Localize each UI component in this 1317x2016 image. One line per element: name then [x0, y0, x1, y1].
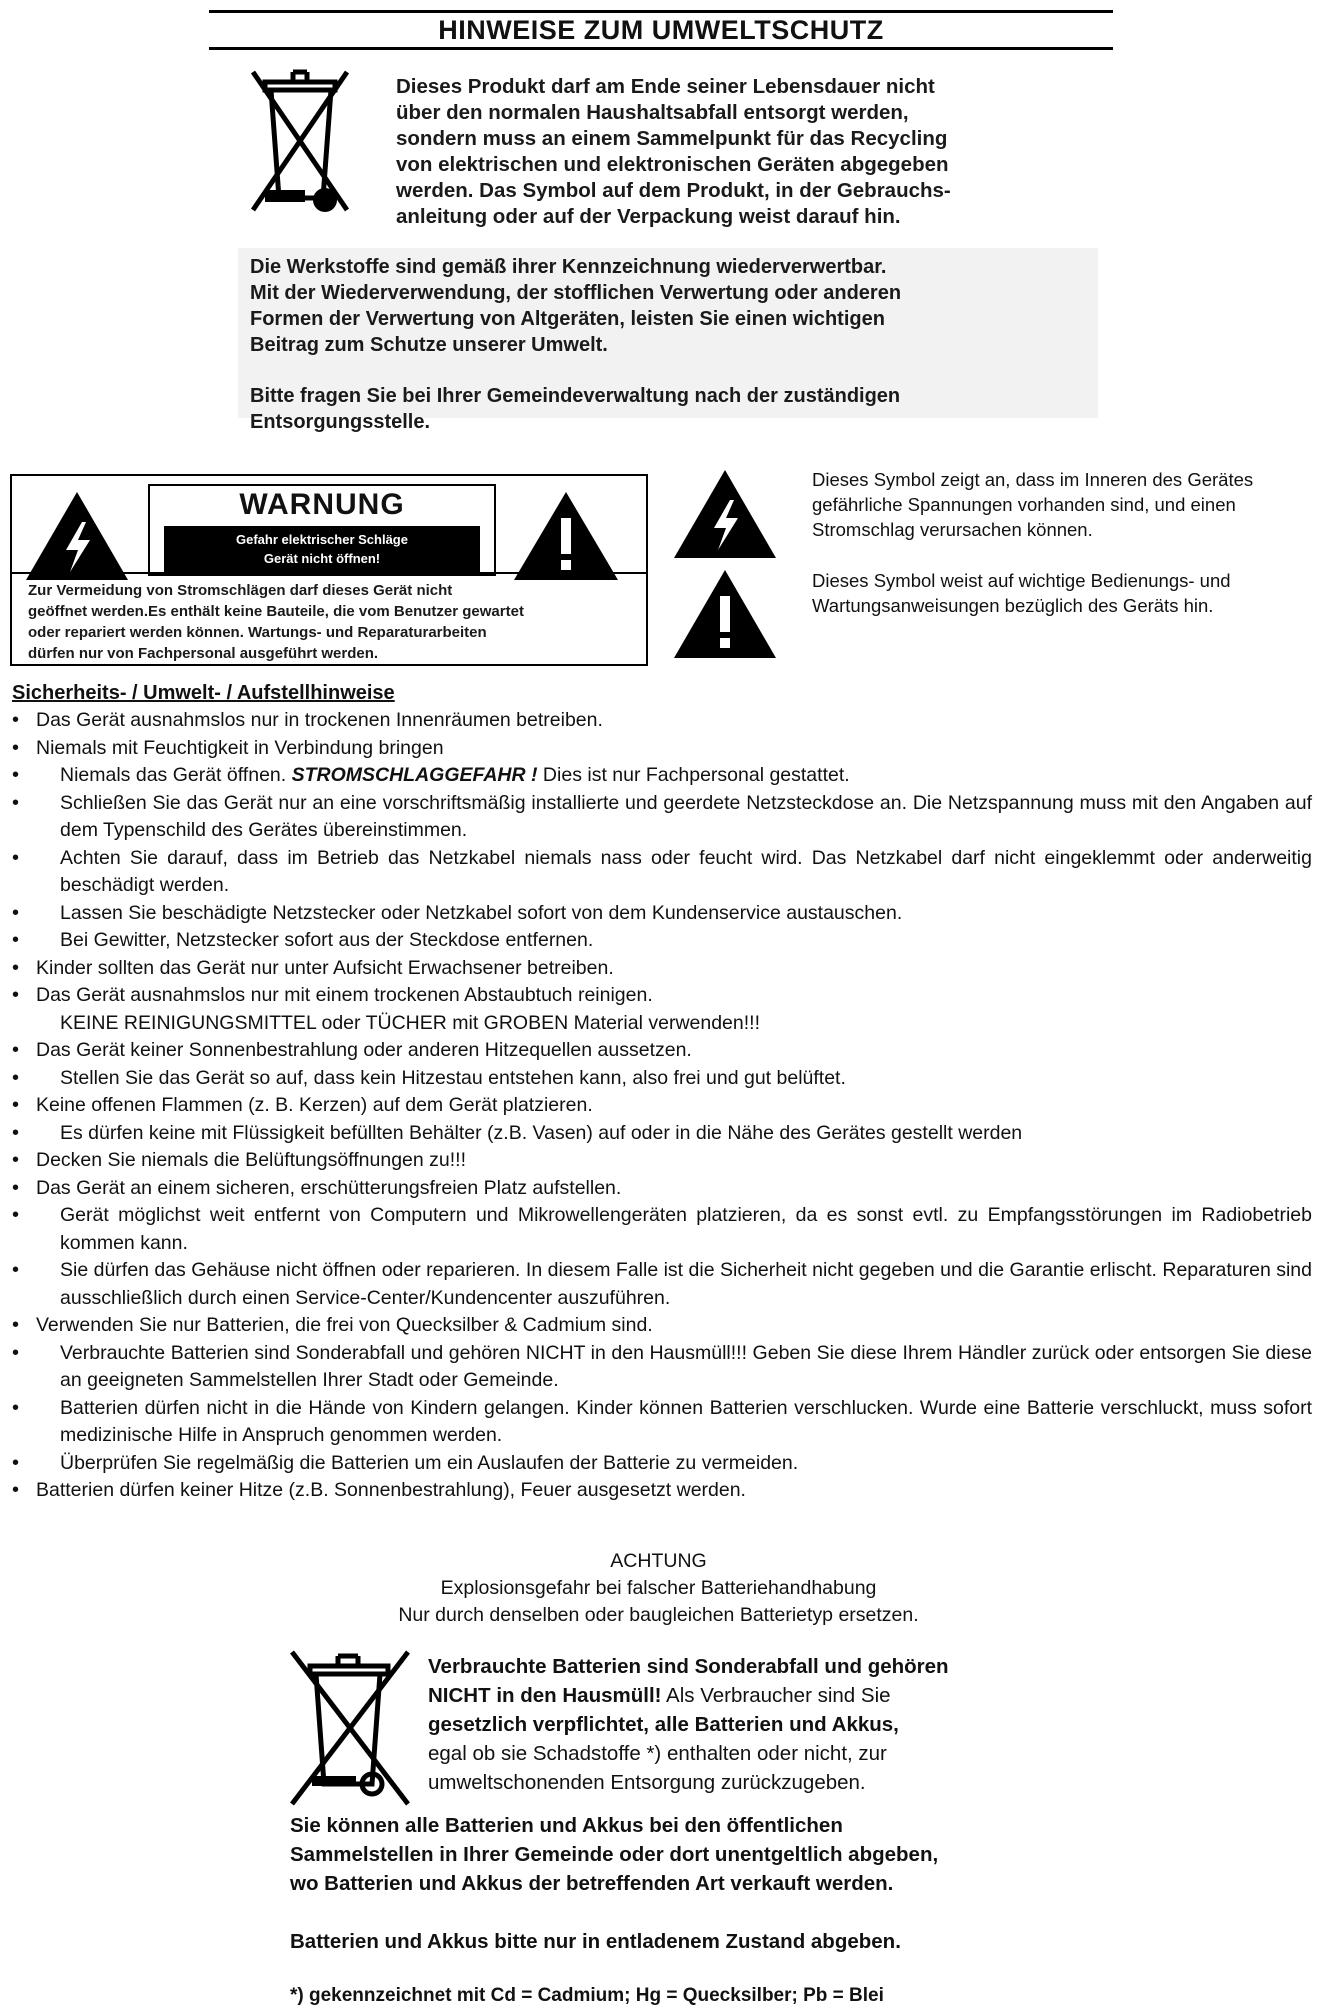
safety-list-item: KEINE REINIGUNGSMITTEL oder TÜCHER mit GROBEN Material verwenden!!! — [60, 1011, 761, 1034]
battery-bin-icon — [276, 1644, 424, 1812]
safety-list-item — [10, 982, 1312, 1010]
text-line: Sie können alle Batterien und Akkus bei den öffentlichen — [290, 1814, 843, 1837]
safety-list — [10, 707, 1312, 1505]
caution-title: ACHTUNG — [610, 1550, 707, 1572]
danger-emphasis: STROMSCHLAGGEFAHR ! — [291, 764, 538, 786]
text-line: gesetzlich verpflichtet, alle Batterien und Akkus, — [428, 1713, 899, 1736]
text-fragment: Dies ist nur Fachpersonal gestattet. — [537, 764, 850, 786]
title-rule-top — [209, 10, 1113, 13]
text-line: von elektrischen und elektronischen Geräten abgegeben — [396, 153, 949, 176]
bullet-icon — [12, 927, 24, 955]
bullet-icon — [12, 790, 24, 818]
warning-divider — [10, 572, 648, 574]
warning-heading: WARNUNG — [239, 488, 405, 521]
safety-list-item — [10, 707, 1312, 735]
battery-collection-text — [290, 1811, 1070, 1898]
text-line: wo Batterien und Akkus der betreffenden Art verkauft werden. — [290, 1872, 894, 1895]
authority-text — [250, 383, 1080, 435]
list-item-text: Es dürfen keine mit Flüssigkeit befüllten Behälter (z.B. Vasen) auf oder in die Nähe des Gerätes gestellt werden — [60, 1121, 1023, 1144]
list-item-text: Überprüfen Sie regelmäßig die Batterien um ein Auslaufen der Batterie zu vermeiden. — [60, 1451, 799, 1474]
page-title: HINWEISE ZUM UMWELTSCHUTZ — [438, 15, 884, 45]
text-line: über den normalen Haushaltsabfall entsorgt werden, — [396, 101, 909, 124]
text-line: Mit der Wiederverwendung, der stofflichen Verwertung oder anderen — [250, 282, 902, 304]
safety-list-item — [10, 1092, 1312, 1120]
safety-list-item — [10, 1257, 1312, 1312]
text-line: Sammelstellen in Ihrer Gemeinde oder dort unentgeltlich abgeben, — [290, 1843, 939, 1866]
text-line — [428, 1681, 1048, 1710]
text-line: anleitung oder auf der Verpackung weist darauf hin. — [396, 205, 901, 228]
text-line: Die Werkstoffe sind gemäß ihrer Kennzeichnung wiederverwertbar. — [250, 256, 887, 278]
bullet-icon — [12, 1312, 24, 1340]
bullet-icon — [12, 1037, 24, 1065]
bolt-symbol-description: Dieses Symbol zeigt an, dass im Inneren des Gerätes gefährliche Spannungen vorhanden sind, und einen Stromschlag verursachen können. — [812, 469, 1254, 540]
bullet-icon — [12, 1340, 24, 1368]
text-line: werden. Das Symbol auf dem Produkt, in der Gebrauchs- — [396, 179, 951, 202]
crossed-out-bin-icon — [245, 60, 355, 220]
safety-list-item — [10, 1340, 1312, 1395]
text-line: Bitte fragen Sie bei Ihrer Gemeindeverwaltung nach der zuständigen — [250, 385, 901, 407]
text-line: dürfen nur von Fachpersonal ausgeführt werden. — [28, 645, 379, 662]
safety-list-item — [10, 1450, 1312, 1478]
exclamation-warning-icon — [510, 488, 622, 584]
bullet-icon — [12, 1065, 24, 1093]
list-item-text: Verwenden Sie nur Batterien, die frei von Quecksilber & Cadmium sind. — [36, 1314, 653, 1336]
list-item-text: Decken Sie niemals die Belüftungsöffnungen zu!!! — [36, 1149, 466, 1171]
list-item-text: Stellen Sie das Gerät so auf, dass kein Hitzestau entstehen kann, also frei und gut belüftet. — [60, 1066, 846, 1089]
list-item-text: Gerät möglichst weit entfernt von Computern und Mikrowellengeräten platzieren, da es sonst evtl. zu Empfangsstörungen im Radiobetrieb kommen kann. — [60, 1204, 1312, 1254]
text-line: geöffnet werden.Es enthält keine Bauteile, die vom Benutzer gewartet — [28, 603, 524, 620]
battery-footnote: *) gekennzeichnet mit Cd = Cadmium; Hg = Quecksilber; Pb = Blei — [290, 1985, 884, 2006]
text-fragment: Als Verbraucher sind Sie — [661, 1684, 891, 1707]
safety-list-item — [10, 1037, 1312, 1065]
safety-list-item — [10, 790, 1312, 845]
list-item-text: Batterien dürfen keiner Hitze (z.B. Sonnenbestrahlung), Feuer ausgesetzt werden. — [36, 1479, 746, 1501]
safety-list-item — [10, 1175, 1312, 1203]
warning-subtitle — [164, 526, 480, 572]
bullet-icon — [12, 1147, 24, 1175]
list-item-text — [60, 762, 1312, 790]
list-item-text: Das Gerät ausnahmslos nur mit einem trockenen Abstaubtuch reinigen. — [36, 984, 653, 1006]
warning-subtitle-line: Gefahr elektrischer Schläge — [236, 532, 408, 547]
safety-list-item — [10, 845, 1312, 900]
bullet-icon — [12, 845, 24, 873]
safety-list-item — [10, 1147, 1312, 1175]
text-line: Dieses Produkt darf am Ende seiner Lebensdauer nicht — [396, 75, 935, 98]
text-line: sondern muss an einem Sammelpunkt für das Recycling — [396, 127, 948, 150]
title-rule-bottom — [209, 47, 1113, 50]
safety-list-item — [10, 1202, 1312, 1257]
safety-list-item — [10, 927, 1312, 955]
text-line: Formen der Verwertung von Altgeräten, leisten Sie einen wichtigen — [250, 308, 885, 330]
list-item-text: Das Gerät an einem sicheren, erschütterungsfreien Platz aufstellen. — [36, 1176, 622, 1199]
bullet-icon — [12, 707, 24, 735]
bullet-icon — [12, 1477, 24, 1505]
warning-subtitle-line: Gerät nicht öffnen! — [263, 551, 381, 566]
bullet-icon — [12, 1175, 24, 1203]
exclamation-symbol-description: Dieses Symbol weist auf wichtige Bedienungs- und Wartungsanweisungen bezüglich des Geräts hin. — [812, 570, 1231, 616]
bullet-icon — [12, 1120, 24, 1148]
bullet-icon — [12, 762, 24, 790]
list-item-text: Kinder sollten das Gerät nur unter Aufsicht Erwachsener betreiben. — [36, 956, 614, 979]
list-item-text: Das Gerät keiner Sonnenbestrahlung oder anderen Hitzequellen aussetzen. — [36, 1039, 692, 1061]
high-voltage-warning-icon — [22, 488, 132, 584]
text-line: oder repariert werden können. Wartungs- und Reparaturarbeiten — [28, 624, 487, 641]
safety-list-item — [10, 1477, 1312, 1505]
environment-title-bar — [209, 10, 1113, 50]
list-item-text: Niemals mit Feuchtigkeit in Verbindung bringen — [36, 736, 444, 759]
bullet-icon — [12, 1092, 24, 1120]
warning-text — [28, 580, 638, 664]
safety-list-item — [10, 735, 1312, 763]
text-line: egal ob sie Schadstoffe *) enthalten oder nicht, zur — [428, 1742, 887, 1765]
safety-list-item — [10, 900, 1312, 928]
list-item-text: Batterien dürfen nicht in die Hände von Kindern gelangen. Kinder können Batterien verschlucken. Wurde eine Batterie verschluckt, muss sofort medizinische Hilfe in Anspruch genommen werden. — [60, 1396, 1312, 1446]
safety-list-item — [10, 1120, 1312, 1148]
emphasis: NICHT in den Hausmüll! — [428, 1684, 662, 1707]
list-item-text: Sie dürfen das Gehäuse nicht öffnen oder reparieren. In diesem Falle ist die Sicherheit nicht gegeben und die Garantie erlischt. Reparaturen sind ausschließlich durch einen Service-Center/Kundencenter auszuführen. — [60, 1259, 1312, 1309]
safety-list-item — [10, 762, 1312, 790]
text-line: Verbrauchte Batterien sind Sonderabfall und gehören — [428, 1655, 949, 1678]
caution-notice — [0, 1548, 1317, 1629]
text-line: Entsorgungsstelle. — [250, 411, 431, 433]
list-item-text: Achten Sie darauf, dass im Betrieb das Netzkabel niemals nass oder feucht wird. Das Netzkabel darf nicht eingeklemmt oder anderweitig beschädigt werden. — [60, 846, 1312, 896]
bullet-icon — [12, 735, 24, 763]
bullet-icon — [12, 1257, 24, 1285]
text-line: umweltschonenden Entsorgung zurückzugeben. — [428, 1771, 866, 1794]
battery-discharged-text: Batterien und Akkus bitte nur in entladenem Zustand abgeben. — [290, 1930, 901, 1953]
caution-line: Nur durch denselben oder baugleichen Batterietyp ersetzen. — [398, 1604, 919, 1626]
bullet-icon — [12, 1450, 24, 1478]
list-item-text: Schließen Sie das Gerät nur an eine vorschriftsmäßig installierte und geerdete Netzsteckdose an. Die Netzspannung muss mit den Angaben auf dem Typenschild des Gerätes übereinstimmen. — [60, 791, 1312, 841]
safety-list-item — [10, 955, 1312, 983]
safety-list-item — [10, 1065, 1312, 1093]
safety-list-item — [10, 1395, 1312, 1450]
list-item-text: Lassen Sie beschädigte Netzstecker oder Netzkabel sofort von dem Kundenservice austauschen. — [60, 901, 903, 924]
text-fragment: Niemals das Gerät öffnen. — [60, 764, 292, 786]
lightning-bolt-icon — [670, 466, 780, 562]
list-item-text: Keine offenen Flammen (z. B. Kerzen) auf dem Gerät platzieren. — [36, 1094, 593, 1116]
list-item-text: Bei Gewitter, Netzstecker sofort aus der Steckdose entfernen. — [60, 929, 594, 951]
safety-heading: Sicherheits- / Umwelt- / Aufstellhinweise — [12, 682, 395, 704]
caution-line: Explosionsgefahr bei falscher Batteriehandhabung — [440, 1577, 877, 1599]
battery-disposal-text — [428, 1652, 1048, 1797]
exclamation-icon — [670, 566, 780, 662]
warning-label — [148, 484, 496, 576]
weee-disposal-text — [396, 74, 1056, 230]
text-line: Zur Vermeidung von Stromschlägen darf dieses Gerät nicht — [28, 582, 453, 599]
list-item-text: Verbrauchte Batterien sind Sonderabfall und gehören NICHT in den Hausmüll!!! Geben Sie diese Ihrem Händler zurück oder entsorgen Sie diese an geeigneten Sammelstellen Ihrer Stadt oder Gemeinde. — [60, 1341, 1312, 1391]
bullet-icon — [12, 982, 24, 1010]
bullet-icon — [12, 1202, 24, 1230]
bullet-icon — [12, 900, 24, 928]
safety-list-item — [10, 1312, 1312, 1340]
recycling-text — [250, 254, 1080, 358]
bullet-icon — [12, 955, 24, 983]
bullet-icon — [12, 1395, 24, 1423]
list-item-text: Das Gerät ausnahmslos nur in trockenen Innenräumen betreiben. — [36, 709, 603, 731]
text-line: Beitrag zum Schutze unserer Umwelt. — [250, 334, 608, 356]
